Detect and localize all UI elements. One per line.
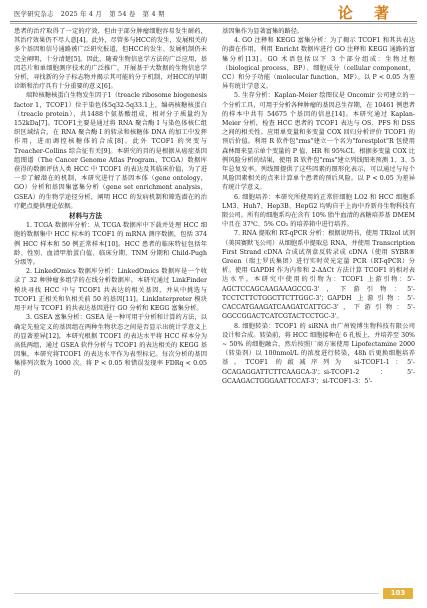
method-item-survival: 5. 生存分析：Kaplan-Meier 绘图仪是 Oncomir 公司建立的一个分析工具，可用于分析各种肿瘤的基因总生存期，在 10461 例患者的样本中共有 54675 个基因的信息[14]。本研究通过 Kaplan-Meier 分析，检查 HCC 患者的 TCOF1 表达与 OS、PFS 和 DSS 之间的相关性。应用单变量和多变量 COX 回归分析评价 TCOF1 的预后价值。利用 R 软件包"rms"建立一个名为"forestplot"R 包使用森林图来显示单个变量的 P 值、HR 和 95%CI。根据多变量 COX 比例风险分析的结果，使用 R 软件包"rms"建立列线图来预测 1、3、5 年总复发率。列线图提供了这些因素的图形化表示，可以通过与每个风险因素相关的点来计算单个患者的预后风险。以 P < 0.05 为差异有统计学意义。 xyxy=(222,92,415,192)
method-item-transfection: 8. 细胞转染：TCOF1 的 siRNA 由广州锐博生物科技有限公司设计和合成。转染前，将 HCC 细胞接种在 6 孔板上，并培养至 30% ~ 50% 的细胞融合，然后按照厂商方案使用 Lipofectamine 2000（转染剂）以 100nmol/L 的浓度进行转染，48h 后更换细胞培养基。TCOF1 的敲减序列为 si-TCOF1-1：5'-GCAGAGGATTCTTCAAGCA-3'；si-TCOF1-2：5'-GCAAGACTGGGAATTCCAT-3'；si-TCOF1-3：5'- xyxy=(222,322,415,385)
issue-number: 第 4 期 xyxy=(142,10,165,18)
method-item-cell-culture: 6. 细胞培养：本研究所使用的正常肝细胞 LO2 和 HCC 细胞系 LM3、Huh7、Hep3B、HepG2 均购自于上海中乔新舟生物科技有限公司。所有的细胞系均在含有 10% 胎牛血清的高糖培养基 DMEM 中且在 37℃、5% CO₂ 的培养箱中进行培养。 xyxy=(222,193,415,229)
header-divider-thin xyxy=(10,23,417,24)
journal-name: 医学研究杂志 xyxy=(14,10,54,18)
method-item-gsea: 3. GSEA 富集分析：GSEA 是一种可用于分析和计算的方法，以确定先验定义的基因组在两种生物状态之间是否显示出统计学意义上的显著差异[12]。本研究根据 TCOF1 的表达水平将 HCC 样本分为高低两组，通过 GSEA 软件分析与 TCOF1 的表达相关的 KEGG 基因集，本研究将TCOF1 的表达水平作为表型标记。每次分析的基因集排列次数为 1000 次。将 P < 0.05 和错误发现率 FDRq < 0.05 的 xyxy=(14,314,207,377)
journal-info xyxy=(14,9,170,18)
footer-divider xyxy=(14,593,379,594)
method-item-linkedomics: 2. LinkedOmics 数据库分析：LinkedOmics 数据库是一个收录了 32 种肿瘤多组学的在线分析数据库。本研究通过 LinkFinder 模块寻找 HCC 中与 TCOF1 共表达的相关基因，并从中挑选与 TCOF1 正相关和负相关前 50 的基因[11]。LinkInterpreter 模块用于对与 TCOF1 的共表达基因进行 GO 分析和 KEGG 富集分析。 xyxy=(14,268,207,313)
header-divider xyxy=(10,21,417,22)
method-item-go-kegg: 4. GO 注释和 KEGG 富集分析：为了揭示 TCOF1 和其共表达的潜在作用，利用 Enricht 数据库进行 GO 注释和 KEGG 通路的富集分析[13]。GO 术语包括以下 3 个部分组成：生物过程（biological process，BP）、细胞成分（cellular component，CC）和分子功能（molecular function，MF）。以 P < 0.05 为差异有统计学意义。 xyxy=(222,37,415,91)
methods-heading: 材料与方法 xyxy=(69,212,102,221)
intro-paragraph-1: 患者的治疗取得了一定的疗效，但由于部分肿瘤细胞容易发生耐药，其治疗效果仍不尽人意[4]。此外，尽管多与HCC的发生，发展相关的多个基因和信号通路被广泛研究报道，但HCC的发生、发展机制仍未完全阐明，十分清楚[5]。因此，随着生物信息学方法的广泛应用，基因芯片和单细胞测序技术的广泛推广，开展基于大数据的生物信息学分析，寻找新的分子标志物并揭示其可能的分子机制，对HCC的早期诊断和治疗具有十分重要的意义[6]。 xyxy=(14,28,207,91)
method-item-rt-qpcr: 7. RNA 提取和 RT-qPCR 分析：根据说明书，使用 TRIzol 试剂（美国赛默飞公司）从细胞系中提取总 RNA，并使用 Transcription First Strand cDNA 合成试剂盒反转录成 cDNA（使用 SYBR® Green（瑞士罗氏集团）进行实时荧光定量 PCR（RT-qPCR）分析。使用 GAPDH 作为内参和 2-ΔΔCt 方法计算 TCOF1 的相对表达水平。本研究中使用的引物为：TCOF1 上游引物：5'-AGCTCCAGCAAGAAAGCCG-3'，下游引物：5'-TCCTCTTCTGGCTTCTTGGC-3'；GAPDH 上游引物：5'-CACCATGAAGATCAAGATCATTGC-3'，下游引物：5'-GGCCGGACTCATCGTACTCCTGC-3'。 xyxy=(222,230,415,321)
section-label: 论 著 xyxy=(337,4,397,22)
left-column xyxy=(14,27,207,378)
method-item-tcga: 1. TCGA 数据库分析：从 TCGA 数据库中下载并处理 HCC 细胞的数据集中 HCC 标本的 TCOF1 的 mRNA 测序数据，包括 374 例 HCC 样本和 50 例正常样本[10]。HCC 患者的临床特征包括年龄、性别、血清甲胎蛋白值、临床分期、TNM 分期和 Child-Pugh 分级等。 xyxy=(14,222,207,267)
issue-date: 2025 年 4 月 xyxy=(60,10,102,18)
gsea-continuation: 基因集作为显著富集的路径。 xyxy=(222,28,304,35)
page-number: 103 xyxy=(383,588,413,599)
right-column xyxy=(222,27,415,386)
intro-paragraph-2: 端粒核糖核蛋白生物发生因子1（treacle ribosome biogenesis factor 1，TCOF1）位于染色体5q32-5q33.1上，编码核糖核蛋白（treacle protein），共1488个氨基酸组成，相对分子质量约为152kDa[7]。TCOF1主要是通过将 RNA 聚合酶 I 与染色体核仁组织区域结合，在 RNA 聚合酶 I 的转录和核糖体 DNA 的加工中发挥作用，进而调控核糖体的合成[8]。此外 TCOF1 的突变与 Treacher-Collins 综合征有关[9]。本研究的目的是根据从癌症基因组图谱（The Cancer Genome Atlas Program，TCGA）数据库获得的数据评估人类 HCC 中 TCOF1 的表达及其临床价值，为了进一步了解潜在的机制，本研究进行了基因本体（gene ontology，GO）分析和基因集富集分析（gene set enrichment analysis，GSEA）的生物学途径分析，阐明 HCC 的发病机制和筛选潜在的治疗靶点提供理论依据。 xyxy=(14,92,207,210)
volume-number: 第 54 卷 xyxy=(109,10,136,18)
page-header xyxy=(0,0,427,30)
